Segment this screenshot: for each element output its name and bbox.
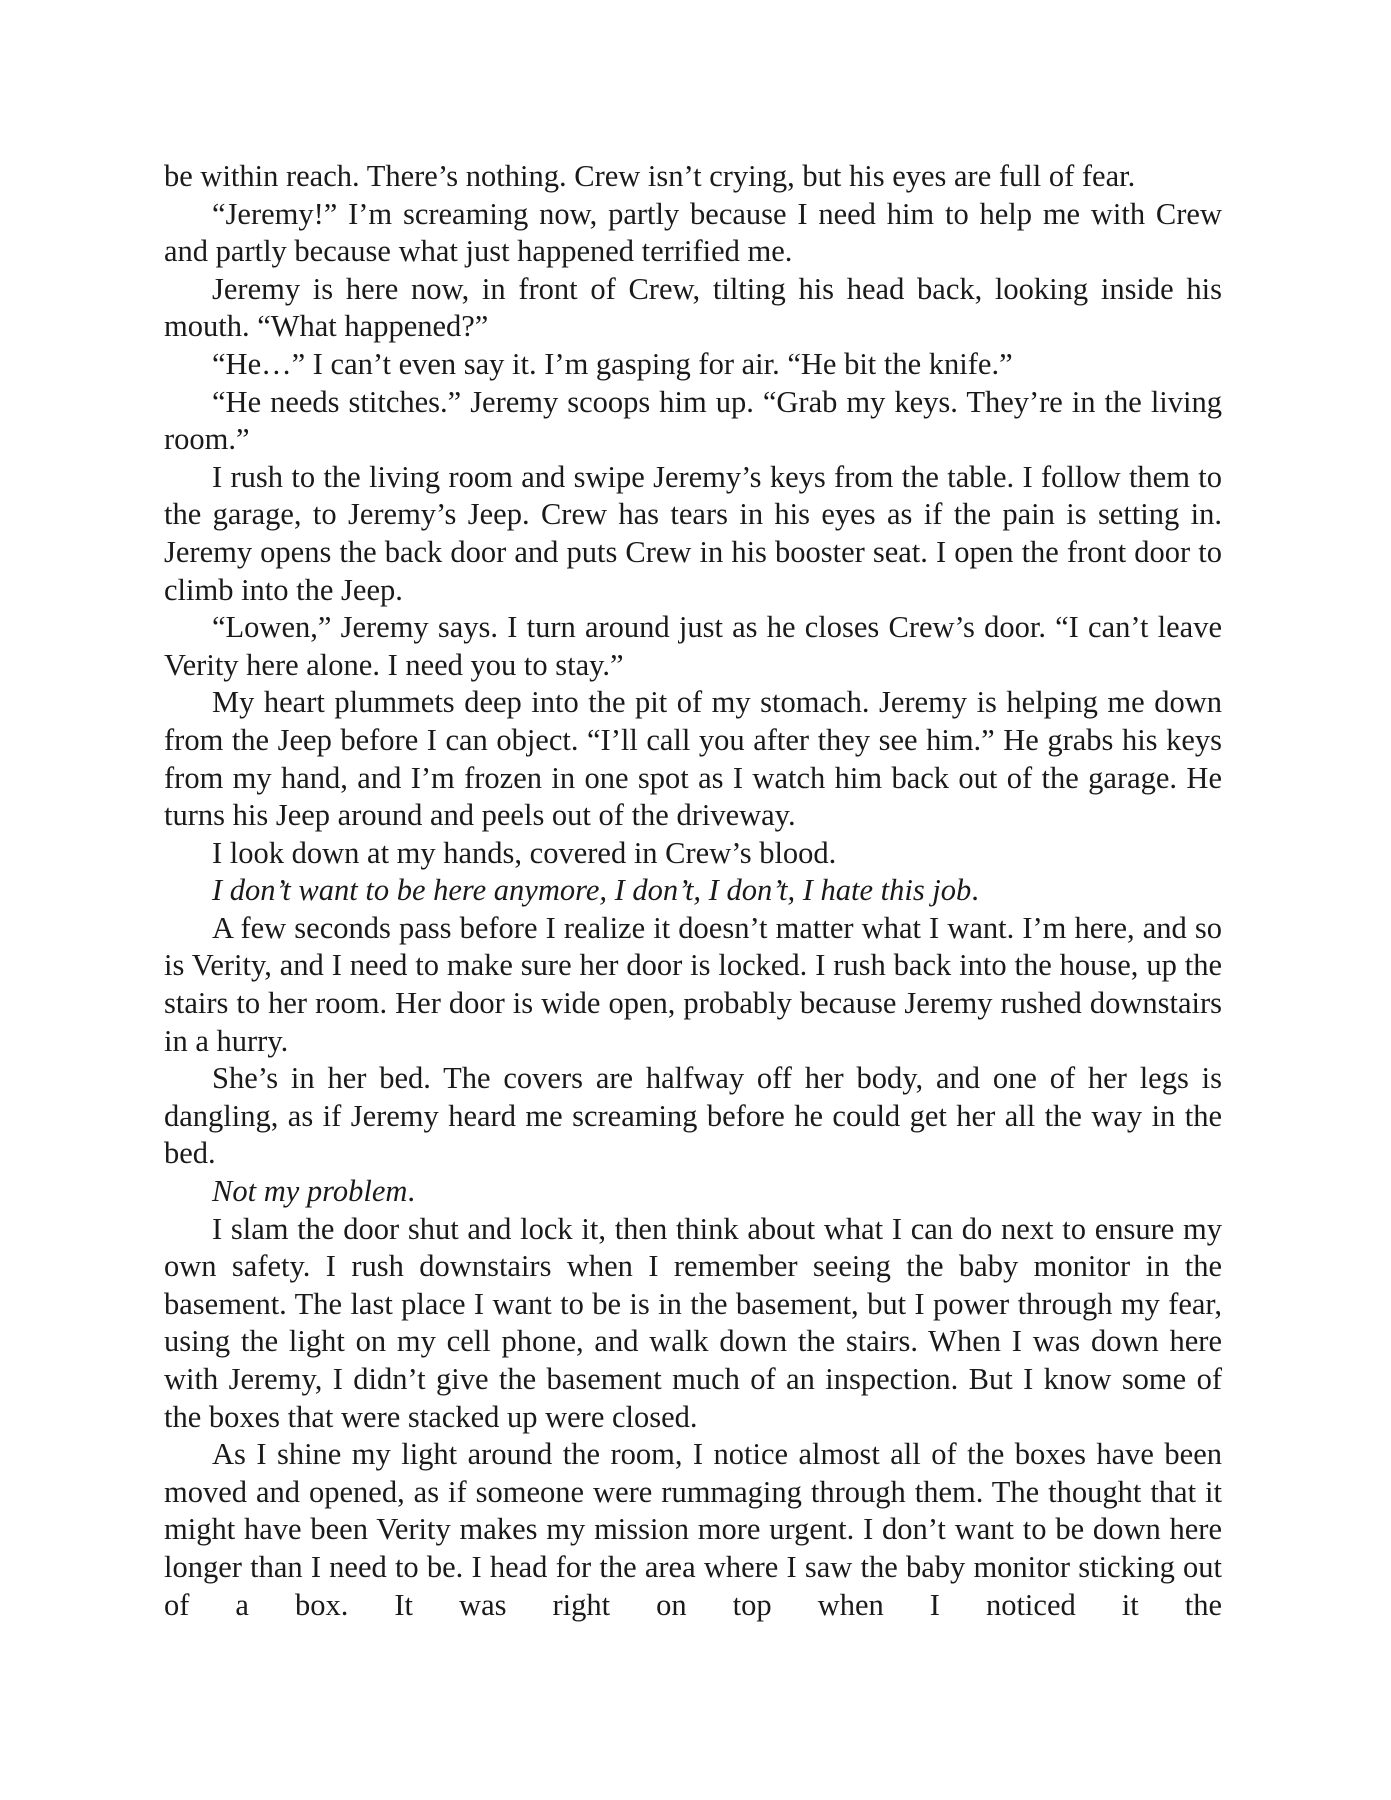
paragraph: be within reach. There’s nothing. Crew isn’t crying, but his eyes are full of fear.: [164, 159, 1136, 193]
paragraph: A few seconds pass before I realize it doesn’t matter what I want. I’m here, and so is Verity, and I need to make sure her door is locked. I rush back into the house, up the stairs to her room. Her door is wide open, probably because Jeremy rushed downstairs in a hurry.: [164, 910, 1222, 1058]
book-page: [164, 158, 1222, 1624]
paragraph: “Lowen,” Jeremy says. I turn around just as he closes Crew’s door. “I can’t leave Verity here alone. I need you to stay.”: [164, 610, 1222, 682]
italic-thought-paragraph: [164, 872, 1222, 910]
italic-thought-paragraph: [164, 1173, 1222, 1211]
paragraph: I slam the door shut and lock it, then think about what I can do next to ensure my own safety. I rush downstairs when I remember seeing the baby monitor in the basement. The last place I want to be is in the basement, but I power through my fear, using the light on my cell phone, and walk down the stairs. When I was down here with Jeremy, I didn’t give the basement much of an inspection. But I know some of the boxes that were stacked up were closed.: [164, 1211, 1222, 1434]
paragraph: “He needs stitches.” Jeremy scoops him up. “Grab my keys. They’re in the living room.”: [164, 384, 1222, 457]
paragraph: Jeremy is here now, in front of Crew, tilting his head back, looking inside his mouth. “What happened?”: [164, 271, 1222, 344]
italic-thought-text: I don’t want to be here anymore, I don’t, I don’t, I hate this job: [212, 873, 972, 908]
trailing-period: .: [407, 1174, 416, 1209]
paragraph: My heart plummets deep into the pit of my stomach. Jeremy is helping me down from the Jeep before I can object. “I’ll call you after they see him.” He grabs his keys from my hand, and I’m frozen in one spot as I watch him back out of the garage. He turns his Jeep around and peels out of the driveway.: [164, 685, 1222, 833]
trailing-period: .: [971, 873, 979, 908]
paragraph-continues-next-page: As I shine my light around the room, I notice almost all of the boxes have been moved and opened, as if someone were rummaging through them. The thought that it might have been Verity makes my mission more urgent. I don’t want to be down here longer than I need to be. I head for the area where I saw the baby monitor sticking out of a box. It was right on top when I noticed it the: [164, 1437, 1222, 1622]
paragraph: “Jeremy!” I’m screaming now, partly because I need him to help me with Crew and partly because what just happened terrified me.: [164, 196, 1222, 269]
paragraph: “He…” I can’t even say it. I’m gasping for air. “He bit the knife.”: [212, 346, 1013, 381]
italic-thought-text: Not my problem: [212, 1174, 408, 1209]
paragraph: I rush to the living room and swipe Jeremy’s keys from the table. I follow them to the garage, to Jeremy’s Jeep. Crew has tears in his eyes as if the pain is setting in. Jeremy opens the back door and puts Crew in his booster seat. I open the front door to climb into the Jeep.: [164, 459, 1222, 607]
paragraph: She’s in her bed. The covers are halfway off her body, and one of her legs is dangling, as if Jeremy heard me screaming before he could get her all the way in the bed.: [164, 1061, 1222, 1171]
paragraph: I look down at my hands, covered in Crew’s blood.: [212, 835, 837, 870]
